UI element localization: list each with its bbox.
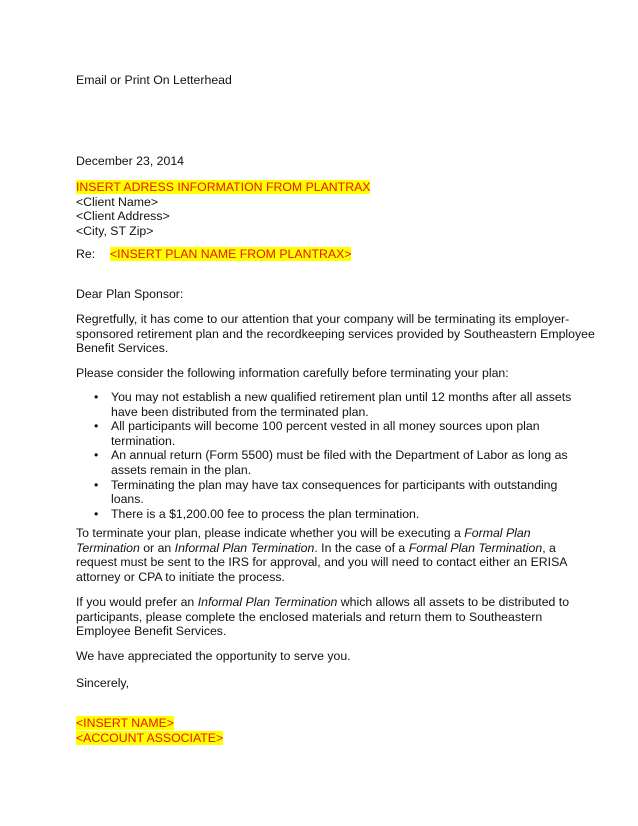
paragraph-1-line: Benefit Services. xyxy=(76,341,169,356)
bullet-line: All participants will become 100 percent vested in all money sources upon plan xyxy=(111,419,540,434)
bullet-dot-icon: • xyxy=(94,448,99,463)
paragraph-2-text: To terminate your plan, please indicate whether you will be executing a xyxy=(76,526,465,540)
bullet-dot-icon: • xyxy=(94,477,99,492)
signature-title-placeholder: <ACCOUNT ASSOCIATE> xyxy=(76,730,224,745)
paragraph-1-line: sponsored retirement plan and the recordkeeping services provided by Southeastern Employee xyxy=(76,326,595,341)
paragraph-2-line: attorney or CPA to initiate the process. xyxy=(76,569,285,584)
paragraph-3-line: Employee Benefit Services. xyxy=(76,624,227,639)
bullet-dot-icon: • xyxy=(94,506,99,521)
paragraph-3-text: which allows all assets to be distributed to xyxy=(337,595,570,609)
closing-text: Sincerely, xyxy=(76,676,130,690)
closing-block xyxy=(76,676,556,691)
bullet-item xyxy=(76,419,556,448)
bullet-dot-icon: • xyxy=(94,390,99,404)
paragraph-2-emphasis: Formal Plan Termination xyxy=(408,540,543,555)
appreciation-text: We have appreciated the opportunity to serve you. xyxy=(76,649,351,663)
paragraph-3-text: If you would prefer an xyxy=(76,595,198,609)
paragraph-2-emphasis: Termination xyxy=(76,540,140,555)
paragraph-2-line xyxy=(76,541,556,556)
paragraph-3 xyxy=(76,595,570,639)
re-line xyxy=(76,247,556,262)
letter-date: December 23, 2014 xyxy=(76,154,185,168)
intro-list-block xyxy=(76,366,556,381)
bullet-item xyxy=(76,448,568,477)
bullet-line: assets remain in the plan. xyxy=(111,462,252,477)
paragraph-1 xyxy=(76,312,595,356)
bullet-list-block xyxy=(76,390,572,521)
address-insert-placeholder: INSERT ADRESS INFORMATION FROM PLANTRAX xyxy=(76,180,371,194)
paragraph-3-line: participants, please complete the enclosed materials and return them to Southeastern xyxy=(76,609,543,624)
re-plan-name-placeholder: <INSERT PLAN NAME FROM PLANTRAX> xyxy=(110,247,352,261)
bullet-line: Terminating the plan may have tax consequences for participants with outstanding xyxy=(111,477,558,492)
bullet-dot-icon: • xyxy=(94,419,99,434)
re-label: Re: xyxy=(76,247,96,261)
bullet-line: You may not establish a new qualified retirement plan until 12 months after all assets xyxy=(111,390,572,404)
re-block xyxy=(76,247,556,262)
address-insert-line xyxy=(76,180,556,195)
client-address-line: <Client Address> xyxy=(76,209,170,224)
header-note-block xyxy=(76,73,556,88)
paragraph-1-line: Regretfully, it has come to our attention that your company will be terminating its employer- xyxy=(76,312,570,326)
appreciation-block xyxy=(76,649,556,664)
header-note: Email or Print On Letterhead xyxy=(76,73,232,87)
intro-list-text: Please consider the following information carefully before terminating your plan: xyxy=(76,366,509,380)
paragraph-2-line xyxy=(76,526,556,541)
bullet-line: loans. xyxy=(111,492,144,507)
paragraph-2-emphasis: Informal Plan Termination xyxy=(174,540,315,555)
address-block xyxy=(76,180,556,238)
bullet-item xyxy=(76,478,556,507)
signature-name-placeholder: <INSERT NAME> xyxy=(76,716,174,730)
signature-title-line xyxy=(76,731,556,746)
bullet-item xyxy=(76,390,572,419)
salutation-block xyxy=(76,287,556,302)
paragraph-2-text: , a xyxy=(542,540,556,555)
bullet-line: There is a $1,200.00 fee to process the plan termination. xyxy=(111,506,420,521)
signature-name-line xyxy=(76,716,556,731)
salutation: Dear Plan Sponsor: xyxy=(76,287,184,301)
paragraph-2-emphasis: Formal Plan xyxy=(464,526,531,540)
client-name-line: <Client Name> xyxy=(76,194,159,209)
paragraph-2-line: request must be sent to the IRS for approval, and you will need to contact either an ERISA xyxy=(76,555,568,570)
paragraph-2-text: . In the case of a xyxy=(314,540,409,555)
signature-block xyxy=(76,716,556,745)
bullet-line: have been distributed from the terminated plan. xyxy=(111,404,369,419)
paragraph-2-text: or an xyxy=(139,540,175,555)
bullet-line: An annual return (Form 5500) must be filed with the Department of Labor as long as xyxy=(111,448,568,463)
paragraph-3-line xyxy=(76,595,570,610)
bullet-item xyxy=(76,507,556,522)
date-block xyxy=(76,154,556,169)
bullet-line: termination. xyxy=(111,433,176,448)
bullet-list xyxy=(76,390,572,521)
paragraph-3-emphasis: Informal Plan Termination xyxy=(197,595,338,609)
paragraph-2 xyxy=(76,526,568,584)
city-state-zip-line: <City, ST Zip> xyxy=(76,223,154,238)
